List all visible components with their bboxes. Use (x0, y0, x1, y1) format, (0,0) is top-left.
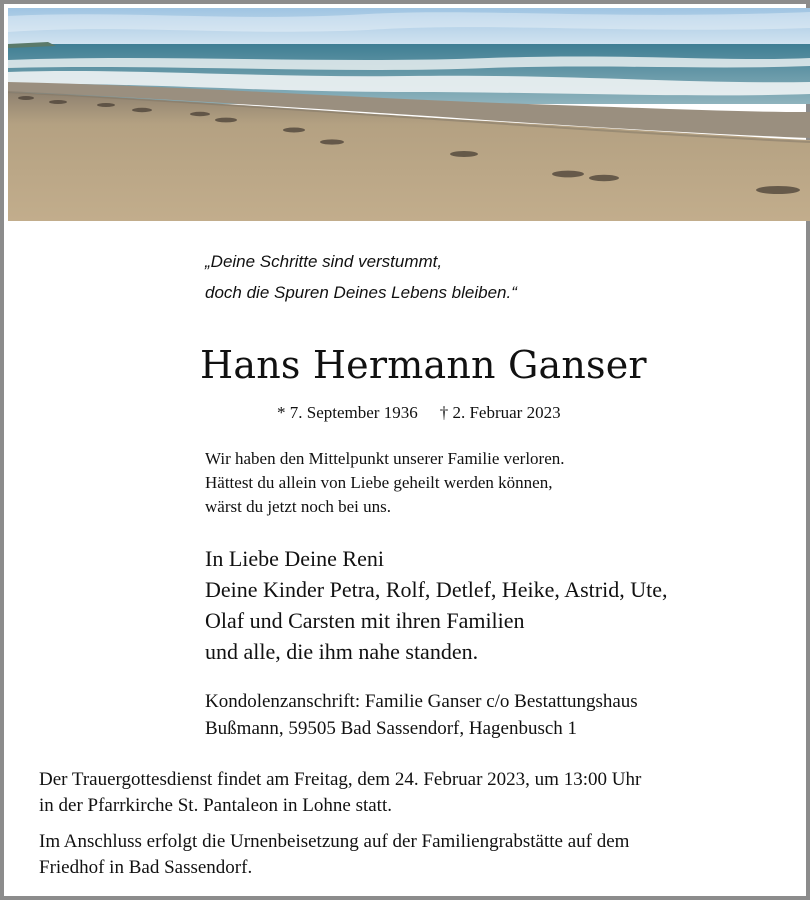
mourners-line-2: Deine Kinder Petra, Rolf, Detlef, Heike, Astrid, Ute, (205, 577, 668, 602)
urn-burial-info (39, 829, 629, 881)
life-dates (277, 401, 561, 425)
verse-line-3: wärst du jetzt noch bei uns. (205, 497, 392, 516)
address-line-1: Kondolenzanschrift: Familie Ganser c/o Bestattungshaus (205, 691, 638, 712)
verse-line-1: Wir haben den Mittelpunkt unserer Familie verloren. (205, 449, 565, 468)
mourners-line-4: und alle, die ihm nahe standen. (205, 639, 479, 664)
service-line-2: in der Pfarrkirche St. Pantaleon in Lohne statt. (39, 795, 392, 816)
mourners-line-1: In Liebe Deine Reni (205, 546, 384, 571)
verse-line-2: Hättest du allein von Liebe geheilt werden können, (205, 473, 553, 492)
mourners-line-3: Olaf und Carsten mit ihren Familien (205, 608, 525, 633)
birth-date: * 7. September 1936 (277, 403, 418, 422)
service-line-1: Der Trauergottesdienst findet am Freitag, dem 24. Februar 2023, um 13:00 Uhr (39, 769, 642, 790)
mourners-list (205, 543, 667, 667)
burial-line-1: Im Anschluss erfolgt die Urnenbeisetzung auf der Familiengrabstätte auf dem (39, 831, 630, 852)
deceased-name: Hans Hermann Ganser (200, 343, 647, 387)
quote-line-2: doch die Spuren Deines Lebens bleiben.“ (205, 283, 517, 302)
condolence-address (205, 688, 638, 742)
quote-line-1: „Deine Schritte sind verstummt, (205, 252, 443, 271)
address-line-2: Bußmann, 59505 Bad Sassendorf, Hagenbusch 1 (205, 718, 578, 739)
epigraph-quote (205, 246, 517, 308)
memorial-verse (205, 447, 565, 519)
death-date: † 2. Februar 2023 (439, 403, 561, 422)
funeral-service-info (39, 767, 641, 819)
burial-line-2: Friedhof in Bad Sassendorf. (39, 857, 253, 878)
beach-footprints-photo (8, 8, 810, 221)
